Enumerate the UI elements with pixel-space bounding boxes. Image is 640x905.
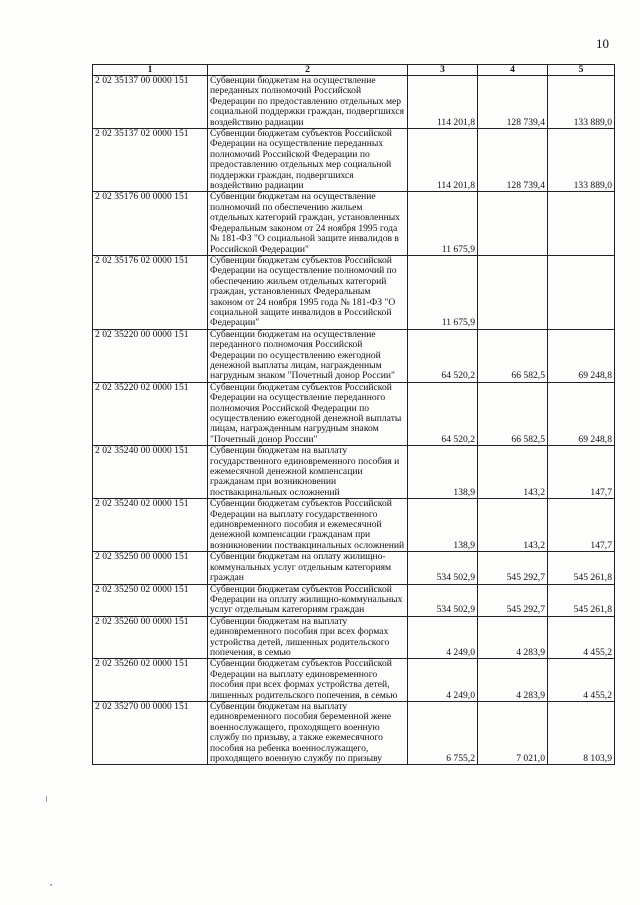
row-description: Субвенции бюджетам на выплату государственного единовременного пособия и ежемесячной денежной компенсации гражданам при возникновении поствакцинальных осложнений <box>208 446 408 499</box>
row-description: Субвенции бюджетам на осуществление переданных полномочий Российской Федерации по предоставлению отдельных мер социальной поддержки граждан, подвергшихся воздействию радиации <box>208 76 408 129</box>
row-value-col5: 4 455,2 <box>548 659 615 702</box>
row-description: Субвенции бюджетам субъектов Российской Федерации на осуществление переданного полномочия Российской Федерации по осуществлению ежегодной денежной выплаты лицам, награжденным нагрудным знаком "Почетный донор России" <box>208 382 408 445</box>
row-value-col5: 133 889,0 <box>548 129 615 192</box>
row-value-col4: 7 021,0 <box>478 701 548 764</box>
row-value-col3: 11 675,9 <box>408 255 478 329</box>
row-value-col3: 114 201,8 <box>408 129 478 192</box>
page-number: 10 <box>596 36 609 51</box>
scan-artifact <box>46 796 47 802</box>
row-value-col4 <box>478 192 548 255</box>
row-description: Субвенции бюджетам субъектов Российской Федерации на выплату единовременного пособия при всех формах устройства детей, лишенных родительского попечения, в семью <box>208 659 408 702</box>
table-row <box>93 255 615 329</box>
row-code: 2 02 35137 02 0000 151 <box>93 129 208 192</box>
row-code: 2 02 35240 00 0000 151 <box>93 446 208 499</box>
row-value-col4: 545 292,7 <box>478 552 548 584</box>
table-row <box>93 329 615 382</box>
row-code: 2 02 35240 02 0000 151 <box>93 499 208 552</box>
table-header-row <box>93 65 615 76</box>
row-value-col3: 4 249,0 <box>408 659 478 702</box>
row-value-col3: 11 675,9 <box>408 192 478 255</box>
row-value-col5: 147,7 <box>548 499 615 552</box>
row-value-col5: 545 261,8 <box>548 552 615 584</box>
table-row <box>93 499 615 552</box>
row-value-col3: 534 502,9 <box>408 552 478 584</box>
header-col-1: 1 <box>93 65 208 76</box>
header-col-4: 4 <box>478 65 548 76</box>
header-col-5: 5 <box>548 65 615 76</box>
table-row <box>93 616 615 659</box>
table-row <box>93 552 615 584</box>
table-row <box>93 382 615 445</box>
row-code: 2 02 35220 00 0000 151 <box>93 329 208 382</box>
row-description: Субвенции бюджетам на осуществление полномочий по обеспечению жильем отдельных категорий граждан, установленных Федеральным законом от 24 ноября 1995 года № 181-ФЗ "О социальной защите инвалидов в Российской Федерации" <box>208 192 408 255</box>
row-value-col4: 66 582,5 <box>478 329 548 382</box>
row-value-col3: 534 502,9 <box>408 584 478 616</box>
row-code: 2 02 35176 02 0000 151 <box>93 255 208 329</box>
row-value-col3: 64 520,2 <box>408 382 478 445</box>
row-value-col4: 545 292,7 <box>478 584 548 616</box>
row-code: 2 02 35250 00 0000 151 <box>93 552 208 584</box>
row-code: 2 02 35260 00 0000 151 <box>93 616 208 659</box>
row-code: 2 02 35137 00 0000 151 <box>93 76 208 129</box>
row-value-col4: 4 283,9 <box>478 616 548 659</box>
row-code: 2 02 35260 02 0000 151 <box>93 659 208 702</box>
table-row <box>93 446 615 499</box>
row-value-col3: 6 755,2 <box>408 701 478 764</box>
budget-table <box>92 64 615 765</box>
row-value-col5: 69 248,8 <box>548 329 615 382</box>
row-description: Субвенции бюджетам субъектов Российской Федерации на оплату жилищно-коммунальных услуг отдельным категориям граждан <box>208 584 408 616</box>
row-code: 2 02 35270 00 0000 151 <box>93 701 208 764</box>
row-value-col3: 138,9 <box>408 499 478 552</box>
table-row <box>93 584 615 616</box>
row-value-col4: 4 283,9 <box>478 659 548 702</box>
row-value-col5: 147,7 <box>548 446 615 499</box>
row-value-col3: 4 249,0 <box>408 616 478 659</box>
row-value-col5: 69 248,8 <box>548 382 615 445</box>
row-value-col4: 128 739,4 <box>478 76 548 129</box>
row-value-col4 <box>478 255 548 329</box>
row-value-col5 <box>548 255 615 329</box>
table-row <box>93 129 615 192</box>
row-value-col5: 133 889,0 <box>548 76 615 129</box>
row-description: Субвенции бюджетам на выплату единовременного пособия беременной жене военнослужащего, проходящего военную службу по призыву, а также ежемесячного пособия на ребенка военнослужащего, проходящего военную службу по призыву <box>208 701 408 764</box>
table-row <box>93 76 615 129</box>
row-code: 2 02 35176 00 0000 151 <box>93 192 208 255</box>
row-value-col5 <box>548 192 615 255</box>
row-value-col4: 66 582,5 <box>478 382 548 445</box>
row-value-col5: 8 103,9 <box>548 701 615 764</box>
row-description: Субвенции бюджетам на выплату единовременного пособия при всех формах устройства детей, лишенных родительского попечения, в семью <box>208 616 408 659</box>
table-row <box>93 659 615 702</box>
row-description: Субвенции бюджетам субъектов Российской Федерации на выплату государственного единовременного пособия и ежемесячной денежной компенсации гражданам при возникновении поствакцинальных осложнений <box>208 499 408 552</box>
row-value-col4: 143,2 <box>478 446 548 499</box>
row-value-col5: 4 455,2 <box>548 616 615 659</box>
scan-artifact <box>50 884 52 886</box>
row-description: Субвенции бюджетам на оплату жилищно-коммунальных услуг отдельным категориям граждан <box>208 552 408 584</box>
row-value-col3: 114 201,8 <box>408 76 478 129</box>
row-code: 2 02 35250 02 0000 151 <box>93 584 208 616</box>
row-value-col3: 138,9 <box>408 446 478 499</box>
row-value-col5: 545 261,8 <box>548 584 615 616</box>
row-description: Субвенции бюджетам субъектов Российской Федерации на осуществление полномочий по обеспечению жильем отдельных категорий граждан, установленных Федеральным законом от 24 ноября 1995 года № 181-ФЗ "О социальной защите инвалидов в Российской Федерации" <box>208 255 408 329</box>
table-row <box>93 192 615 255</box>
header-col-3: 3 <box>408 65 478 76</box>
row-description: Субвенции бюджетам субъектов Российской Федерации на осуществление переданных полномочий Российской Федерации по предоставлению отдельных мер социальной поддержки граждан, подвергшихся воздействию радиации <box>208 129 408 192</box>
row-value-col3: 64 520,2 <box>408 329 478 382</box>
header-col-2: 2 <box>208 65 408 76</box>
row-value-col4: 128 739,4 <box>478 129 548 192</box>
row-value-col4: 143,2 <box>478 499 548 552</box>
row-code: 2 02 35220 02 0000 151 <box>93 382 208 445</box>
row-description: Субвенции бюджетам на осуществление переданного полномочия Российской Федерации по осуществлению ежегодной денежной выплаты лицам, награжденным нагрудным знаком "Почетный донор России" <box>208 329 408 382</box>
table-row <box>93 701 615 764</box>
